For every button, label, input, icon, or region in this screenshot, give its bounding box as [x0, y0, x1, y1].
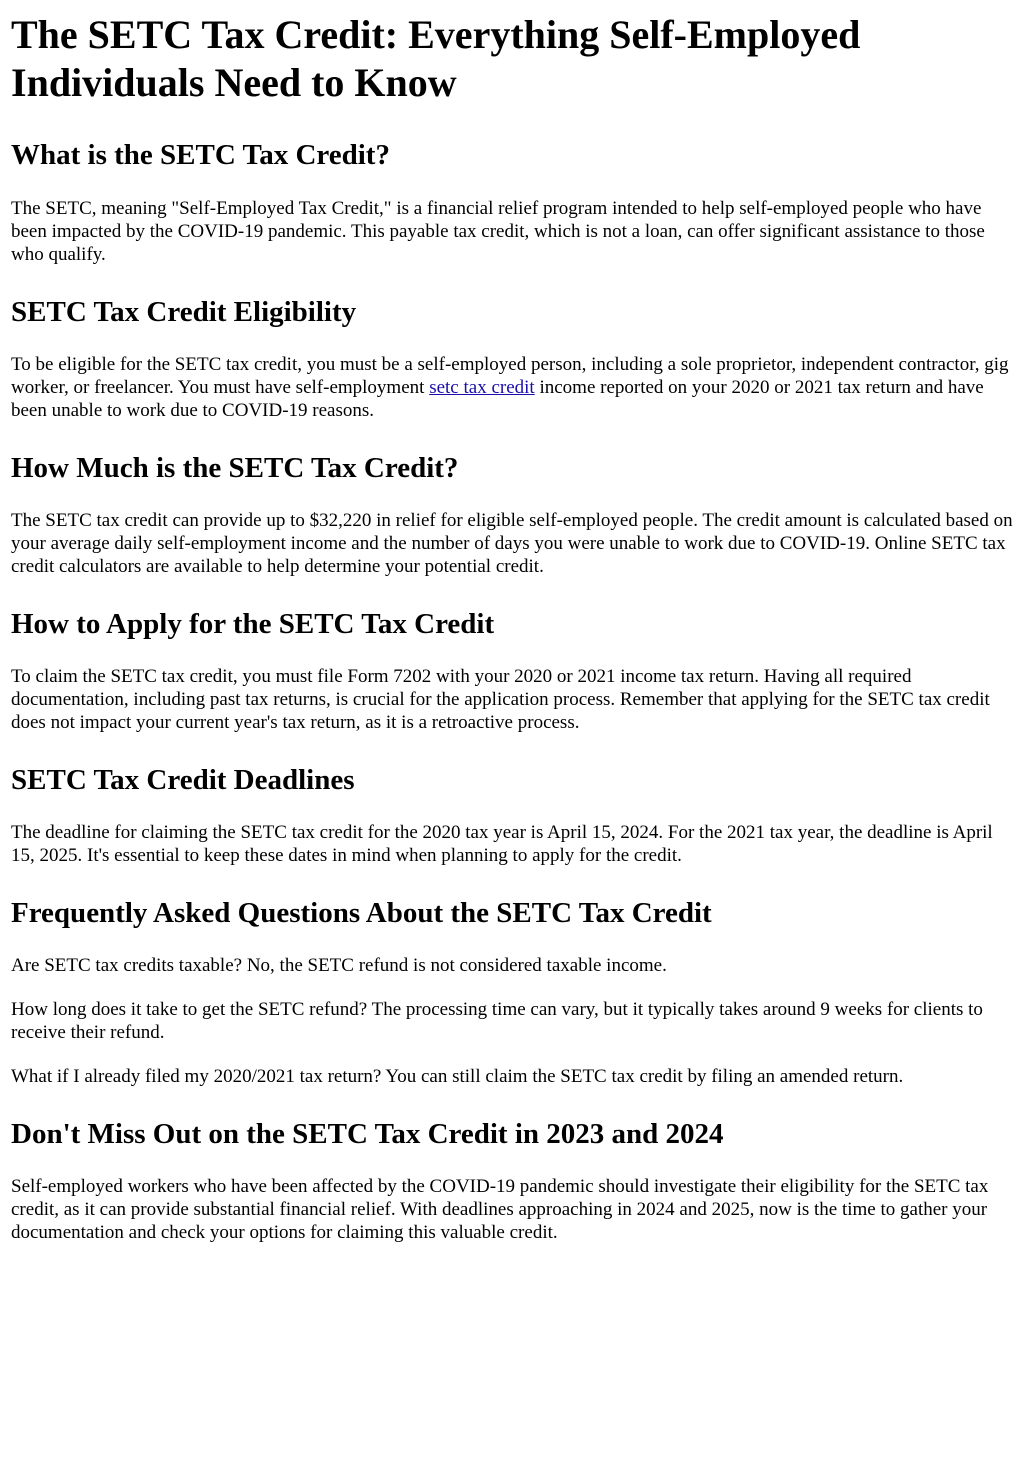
section-heading: SETC Tax Credit Eligibility [11, 296, 357, 328]
section-heading: How to Apply for the SETC Tax Credit [11, 608, 495, 640]
section-heading: Frequently Asked Questions About the SETC Tax Credit [11, 897, 712, 929]
section-deadlines [11, 763, 1013, 867]
section-faq [11, 896, 1013, 1088]
article [0, 11, 1024, 1244]
faq-item: What if I already filed my 2020/2021 tax return? You can still claim the SETC tax credit by filing an amended return. [11, 1066, 904, 1087]
section-heading: Don't Miss Out on the SETC Tax Credit in 2023 and 2024 [11, 1118, 724, 1150]
section-paragraph: Self-employed workers who have been affected by the COVID-19 pandemic should investigate their eligibility for the SETC tax credit, as it can provide substantial financial relief. With deadlines approaching in 2024 and 2025, now is the time to gather your documentation and check your options for claiming this valuable credit. [11, 1176, 989, 1243]
section-paragraph: The deadline for claiming the SETC tax credit for the 2020 tax year is April 15, 2024. For the 2021 tax year, the deadline is April 15, 2025. It's essential to keep these dates in mind when planning to apply for the credit. [11, 822, 993, 866]
section-paragraph: To claim the SETC tax credit, you must file Form 7202 with your 2020 or 2021 income tax return. Having all required documentation, including past tax returns, is crucial for the application process. Remember that applying for the SETC tax credit does not impact your current year's tax return, as it is a retroactive process. [11, 666, 990, 733]
section-paragraph: The SETC tax credit can provide up to $32,220 in relief for eligible self-employed people. The credit amount is calculated based on your average daily self-employment income and the number of days you were unable to work due to COVID-19. Online SETC tax credit calculators are available to help determine your potential credit. [11, 510, 1013, 577]
section-eligibility [11, 295, 1013, 422]
page-title: The SETC Tax Credit: Everything Self-Employed Individuals Need to Know [11, 12, 861, 105]
section-what-is [11, 138, 1013, 266]
faq-item: How long does it take to get the SETC refund? The processing time can vary, but it typically takes around 9 weeks for clients to receive their refund. [11, 999, 983, 1043]
section-heading: How Much is the SETC Tax Credit? [11, 452, 459, 484]
faq-item: Are SETC tax credits taxable? No, the SETC refund is not considered taxable income. [11, 955, 667, 976]
section-heading: SETC Tax Credit Deadlines [11, 764, 355, 796]
section-heading: What is the SETC Tax Credit? [11, 139, 390, 171]
section-paragraph: The SETC, meaning "Self-Employed Tax Credit," is a financial relief program intended to help self-employed people who have been impacted by the COVID-19 pandemic. This payable tax credit, which is not a loan, can offer significant assistance to those who qualify. [11, 198, 985, 265]
paragraph-text: income reported on your 2020 or 2021 tax return and have been unable to work due to COVID-19 reasons. [11, 377, 984, 421]
section-how-much [11, 451, 1013, 578]
section-how-to-apply [11, 607, 1013, 734]
paragraph-text: To be eligible for the SETC tax credit, you must be a self-employed person, including a sole proprietor, independent contractor, gig worker, or freelancer. You must have self-employment [11, 354, 1009, 398]
section-paragraph [11, 353, 1013, 422]
section-dont-miss-out [11, 1117, 1013, 1244]
setc-tax-credit-link[interactable]: setc tax credit [429, 377, 535, 398]
